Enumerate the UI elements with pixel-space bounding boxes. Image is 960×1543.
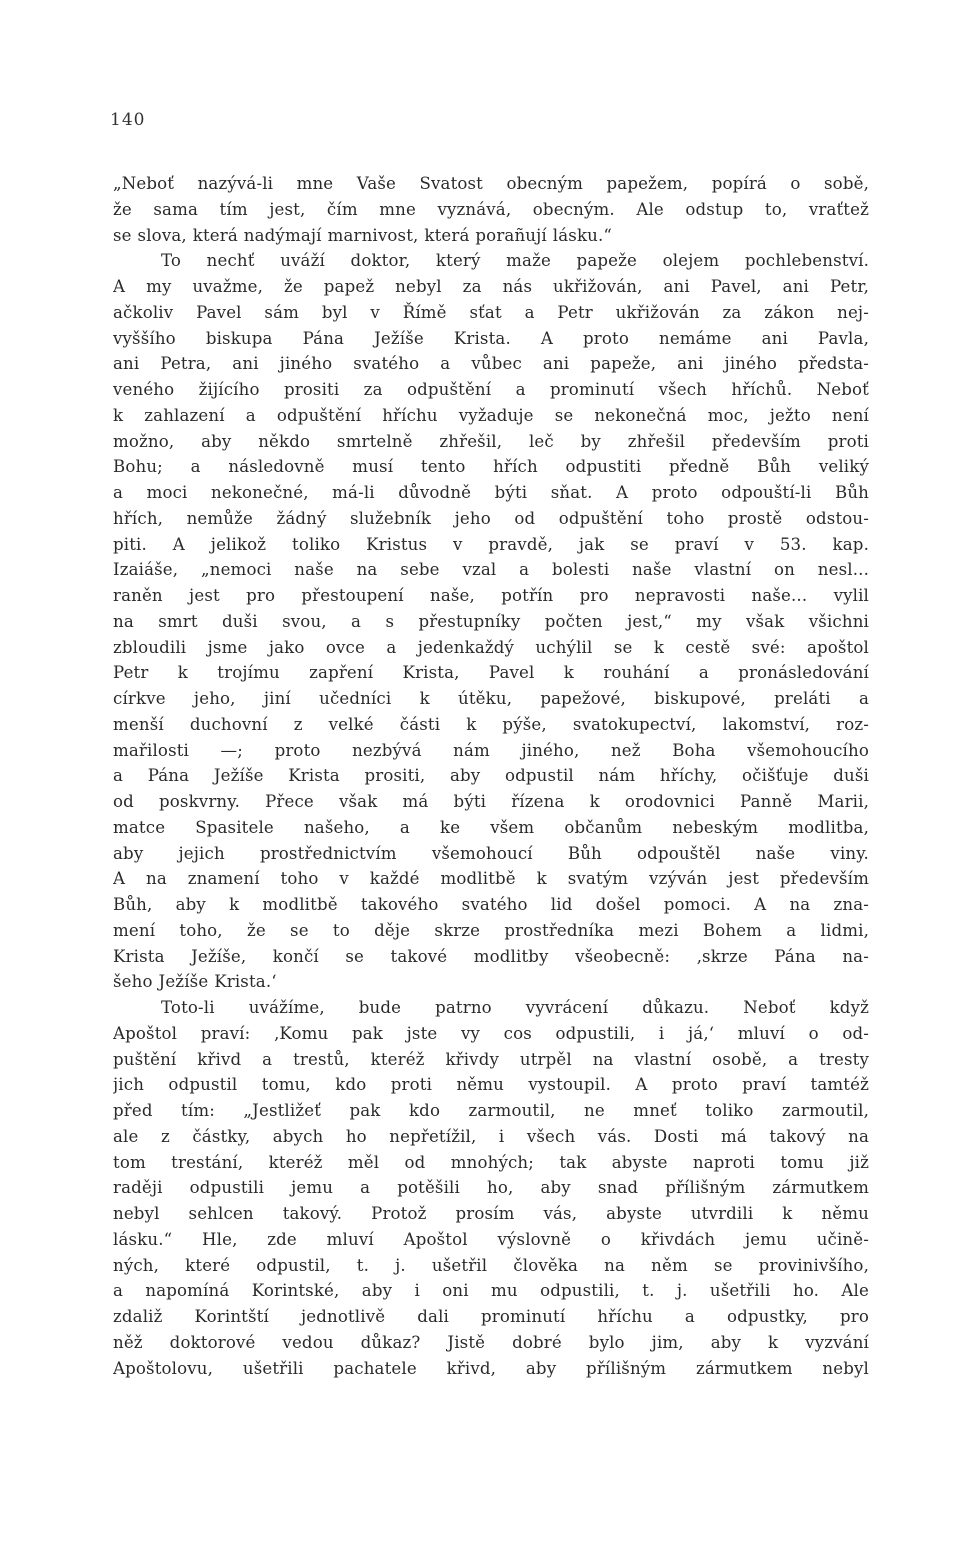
text-line: šeho Ježíše Krista.‘ <box>113 972 277 992</box>
text-line: Apoštolovu, ušetřili pachatele křivd, aby přílišným zármutkem nebyl <box>113 1358 869 1378</box>
text-line: ale z částky, abych ho nepřetížil, i všech vás. Dosti má takový na <box>113 1126 869 1146</box>
text-line: Toto-li uvážíme, bude patrno vyvrácení důkazu. Neboť když <box>161 998 869 1017</box>
text-line: jich odpustil tomu, kdo proti němu vystoupil. A proto praví tamtéž <box>113 1075 869 1095</box>
text-line: A na znamení toho v každé modlitbě k svatým vzýván jest především <box>113 869 869 889</box>
text-line: Petr k trojímu zapření Krista, Pavel k rouhání a pronásledování <box>113 663 869 683</box>
text-line: a Pána Ježíše Krista prositi, aby odpustil nám hříchy, očišťuje duši <box>113 766 869 786</box>
text-line: To nechť uváží doktor, který maže papeže olejem pochlebenství. <box>161 251 869 271</box>
text-line: možno, aby někdo smrtelně zhřešil, leč by zhřešil především proti <box>113 431 869 451</box>
text-line: a moci nekonečné, má-li důvodně býti sňat. A proto odpouští-li Bůh <box>113 483 869 502</box>
text-line: a napomíná Korintské, aby i oni mu odpustili, t. j. ušetřili ho. Ale <box>113 1281 869 1301</box>
page-number: 140 <box>110 110 146 130</box>
text-line: se slova, která nadýmají marnivost, která porañují lásku.“ <box>113 225 613 245</box>
text-line: před tím: „Jestližeť pak kdo zarmoutil, ne mneť toliko zarmoutil, <box>113 1101 869 1120</box>
text-line: veného žijícího prositi za odpuštění a prominutí všech hříchů. Neboť <box>113 380 869 399</box>
text-line: ani Petra, ani jiného svatého a vůbec ani papeže, ani jiného předsta- <box>113 354 869 374</box>
text-line: k zahlazení a odpuštění hříchu vyžaduje se nekonečná moc, ježto není <box>113 405 869 425</box>
text-line: nebyl sehlcen takový. Protož prosím vás, abyste utvrdili k němu <box>113 1204 869 1223</box>
text-line: ačkoliv Pavel sám byl v Římě sťat a Petr ukřižován za zákon nej- <box>113 302 869 322</box>
body-text <box>113 171 869 1381</box>
text-line: Apoštol praví: ‚Komu pak jste vy cos odpustili, i já,‘ mluví o od- <box>113 1023 869 1043</box>
text-line: „Neboť nazývá-li mne Vaše Svatost obecným papežem, popírá o sobě, <box>113 174 869 193</box>
text-line: od poskvrny. Přece však má býti řízena k orodovnici Panně Marii, <box>113 792 869 811</box>
text-line: mařilosti —; proto nezbývá nám jiného, než Boha všemohoucího <box>113 740 869 760</box>
text-line: Bůh, aby k modlitbě takového svatého lid došel pomoci. A na zna- <box>113 895 869 914</box>
text-line: tom trestání, kteréž měl od mnohých; tak abyste naproti tomu již <box>113 1152 869 1172</box>
text-line: ných, které odpustil, t. j. ušetřil člověka na něm se provinivšího, <box>113 1255 869 1275</box>
text-line: lásku.“ Hle, zde mluví Apoštol výslovně o křivdách jemu učině- <box>113 1229 869 1249</box>
text-line: na smrt duši svou, a s přestupníky počten jest,“ my však všichni <box>113 611 869 631</box>
text-line: něž doktorové vedou důkaz? Jistě dobré bylo jim, aby k vyzvání <box>113 1332 869 1352</box>
text-line: že sama tím jest, čím mne vyznává, obecným. Ale odstup to, vraťtež <box>113 199 869 219</box>
text-line: Izaiáše, „nemoci naše na sebe vzal a bolesti naše vlastní on nesl... <box>113 560 869 580</box>
text-line: zbloudili jsme jako ovce a jedenkaždý uchýlil se k cestě své: apoštol <box>113 637 869 657</box>
text-line: zdaliž Korintští jednotlivě dali prominutí hříchu a odpustky, pro <box>113 1307 869 1326</box>
text-line: hřích, nemůže žádný služebník jeho od odpuštění toho prostě odstou- <box>113 508 869 528</box>
text-line: matce Spasitele našeho, a ke všem občanům nebeským modlitba, <box>113 817 869 837</box>
text-line: raději odpustili jemu a potěšili ho, aby snad přílišným zármutkem <box>113 1178 869 1198</box>
text-line: A my uvažme, že papež nebyl za nás ukřižován, ani Pavel, ani Petr, <box>113 277 869 296</box>
text-line: puštění křivd a trestů, kteréž křivdy utrpěl na vlastní osobě, a tresty <box>113 1049 869 1069</box>
text-line: raněn jest pro přestoupení naše, potřín pro nepravosti naše... vylil <box>113 586 869 605</box>
text-line: vyššího biskupa Pána Ježíše Krista. A proto nemáme ani Pavla, <box>113 328 869 348</box>
text-line: Bohu; a následovně musí tento hřích odpustiti předně Bůh veliký <box>113 457 869 477</box>
text-line: církve jeho, jiní učedníci k útěku, papežové, biskupové, preláti a <box>113 689 869 708</box>
text-line: menší duchovní z velké části k pýše, svatokupectví, lakomství, roz- <box>113 714 869 734</box>
text-line: aby jejich prostřednictvím všemohoucí Bůh odpouštěl naše viny. <box>113 843 869 863</box>
text-line: piti. A jelikož toliko Kristus v pravdě, jak se praví v 53. kap. <box>113 534 869 554</box>
text-line: mení toho, že se to děje skrze prostředníka mezi Bohem a lidmi, <box>113 920 869 940</box>
text-line: Krista Ježíše, končí se takové modlitby všeobecně: ‚skrze Pána na- <box>113 946 869 966</box>
